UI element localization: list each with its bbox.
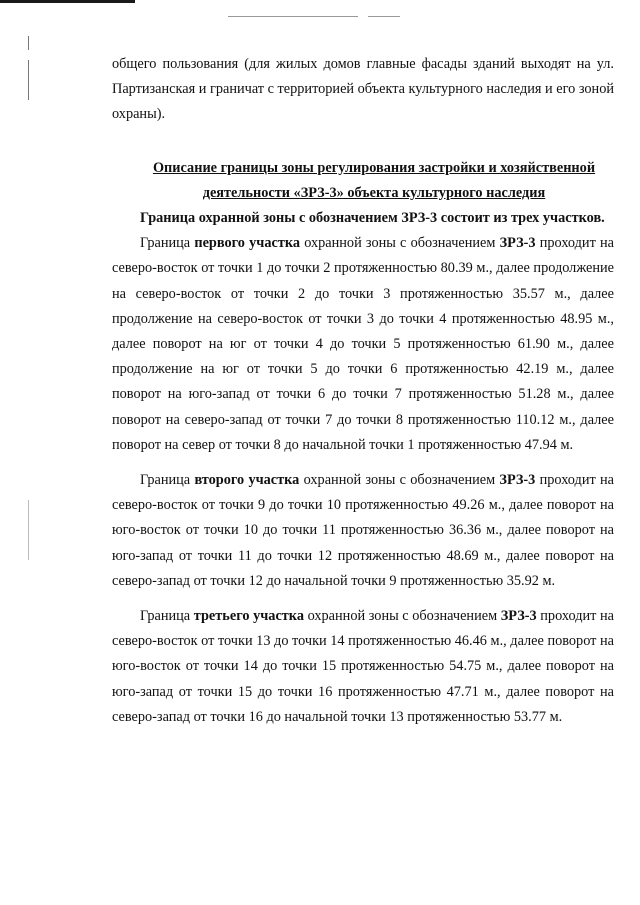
- heading-line-2: деятельности «ЗРЗ-3» объекта культурного наследия: [202, 184, 546, 201]
- scan-artifact: [368, 16, 400, 17]
- section-3-lead: Граница: [140, 608, 194, 625]
- section-3-code: ЗРЗ-3: [500, 608, 537, 625]
- margin-mark: [28, 60, 29, 100]
- section-2-text: проходит на северо-восток от точки 9 до точки 10 протяженностью 49.26 м., далее поворот на юго-восток от точки 10 до точки 11 протяженностью 36.36 м., далее поворот на юго-запад от точки 11 до точки 12 протяженностью 48.69 м., далее поворот на северо-запад от точки 12 до начальной точки 9 протяженностью 35.92 м.: [112, 472, 614, 589]
- section-1-lead: Граница: [140, 235, 195, 252]
- section-2-paragraph: [112, 468, 614, 594]
- section-2-code: ЗРЗ-3: [499, 472, 536, 489]
- margin-mark: [28, 36, 29, 50]
- section-1-text: проходит на северо-восток от точки 1 до точки 2 протяженностью 80.39 м., далее продолжение на северо-восток от точки 2 до точки 3 протяженностью 35.57 м., далее продолжение на северо-восток от точки 3 до точки 4 протяженностью 48.95 м., далее поворот на юг от точки 4 до точки 5 протяженностью 61.90 м., далее продолжение на юг от точки 5 до точки 6 протяженностью 42.19 м., далее поворот на юго-запад от точки 6 до точки 7 протяженностью 51.28 м., далее поворот на северо-запад от точки 7 до точки 8 протяженностью 110.12 м., далее поворот на север от точки 8 до начальной точки 1 протяженностью 47.94 м.: [112, 235, 614, 453]
- heading-line-1: Описание границы зоны регулирования застройки и хозяйственной: [152, 159, 596, 176]
- section-1-part: первого участка: [194, 235, 301, 252]
- section-3-paragraph: [112, 604, 614, 730]
- section-heading: [112, 156, 614, 206]
- scan-artifact: [228, 16, 358, 17]
- section-2-part: второго участка: [194, 472, 300, 489]
- section-1-code: ЗРЗ-3: [499, 235, 536, 252]
- section-3-text: проходит на северо-восток от точки 13 до точки 14 протяженностью 46.46 м., далее поворот на юго-восток от точки 14 до точки 15 протяженностью 54.75 м., далее поворот на юго-запад от точки 15 до точки 16 протяженностью 47.71 м., далее поворот на северо-запад от точки 16 до начальной точки 13 протяженностью 53.77 м.: [112, 608, 614, 725]
- document-page: [112, 52, 614, 730]
- section-2-mid: охранной зоны с обозначением: [299, 472, 500, 489]
- intro-paragraph: общего пользования (для жилых домов главные фасады зданий выходят на ул. Партизанская и граничат с территорией объекта культурного наследия и его зоной охраны).: [112, 56, 614, 123]
- margin-mark: [28, 500, 29, 560]
- section-1-paragraph: [112, 231, 614, 458]
- summary-paragraph: Граница охранной зоны с обозначением ЗРЗ-3 состоит из трех участков.: [140, 210, 605, 227]
- section-3-part: третьего участка: [193, 608, 304, 625]
- scan-border-top: [0, 0, 135, 3]
- section-2-lead: Граница: [140, 472, 195, 489]
- section-3-mid: охранной зоны с обозначением: [303, 608, 501, 625]
- section-1-mid: охранной зоны с обозначением: [300, 235, 500, 252]
